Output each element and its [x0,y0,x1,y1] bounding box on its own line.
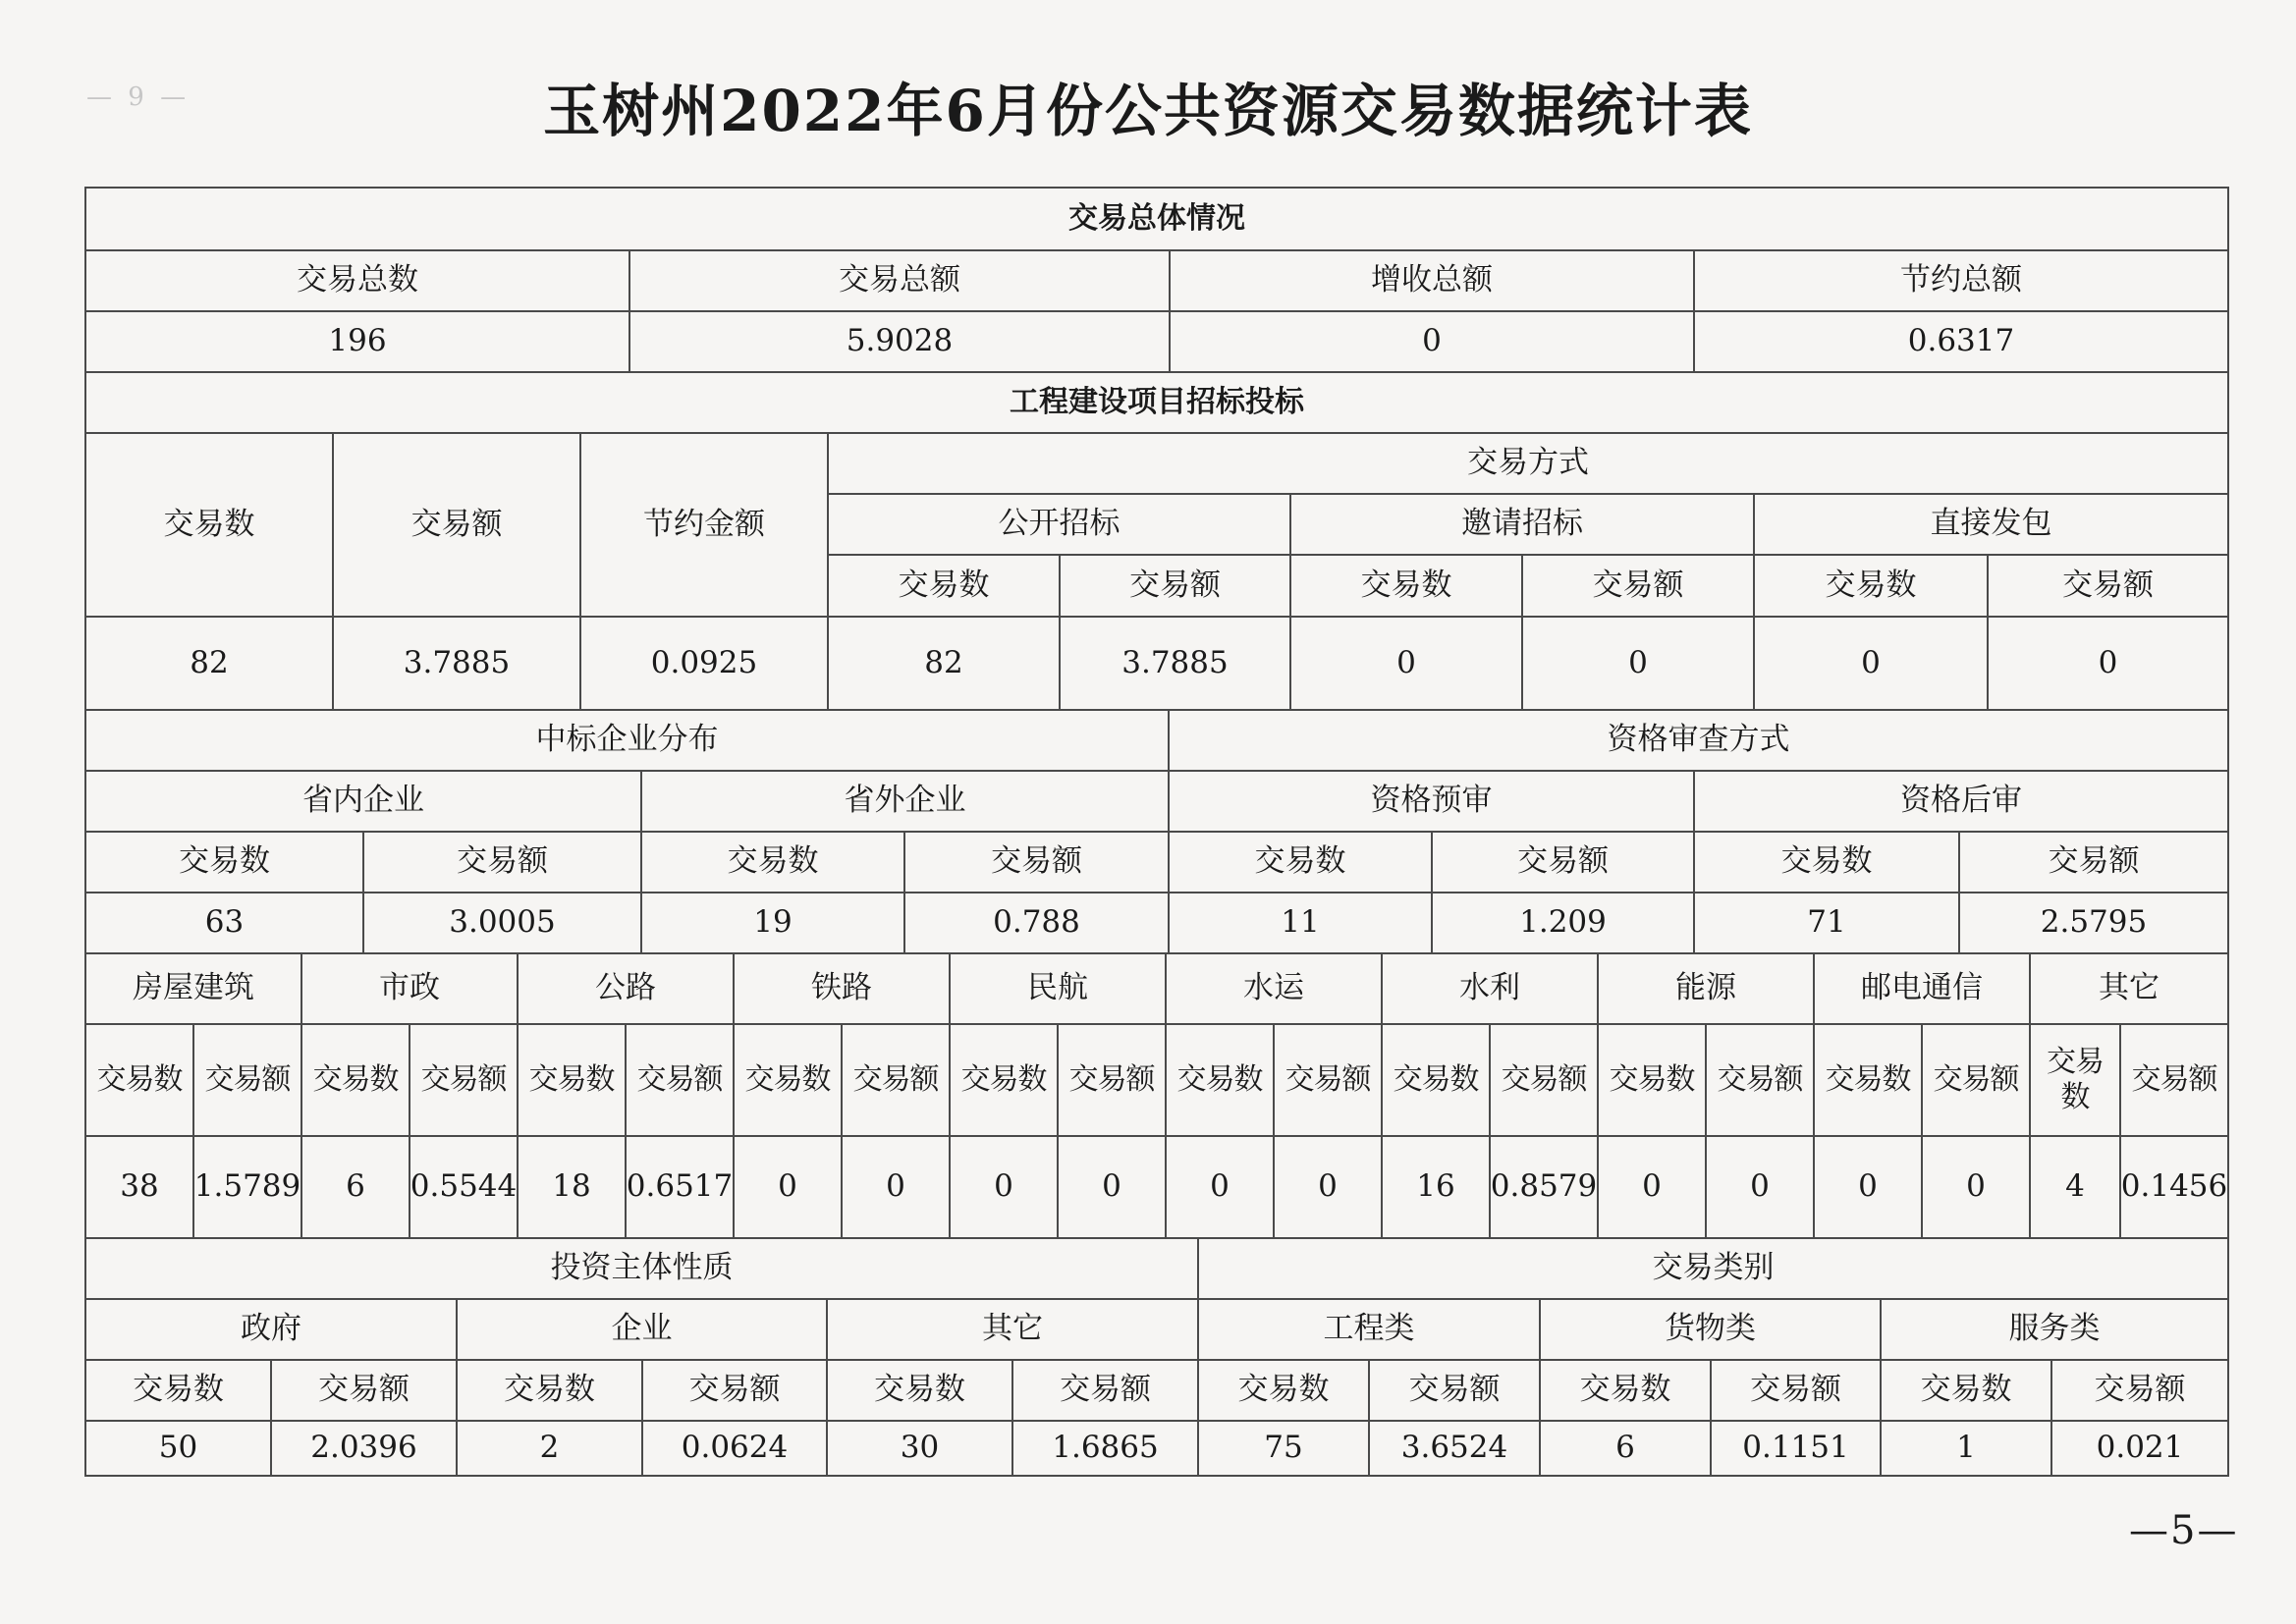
header-services-amount: 交易额 [2052,1361,2229,1422]
value-telecom-count: 0 [1815,1137,1923,1239]
value-open-count: 82 [829,618,1061,711]
statistics-table [84,187,2229,1477]
value-highway-amount: 0.6517 [627,1137,735,1239]
value-revenue-increase: 0 [1171,312,1695,373]
value-eng-cat-amount: 3.6524 [1370,1422,1541,1477]
header-total-saving: 节约总额 [1695,251,2229,312]
header-gov-amount: 交易额 [272,1361,458,1422]
value-waterway-amount: 0 [1275,1137,1383,1239]
header-energy-count: 交易数 [1599,1025,1707,1137]
header-open-tender: 公开招标 [829,495,1291,556]
value-railway-count: 0 [735,1137,843,1239]
header-post-qualification: 资格后审 [1695,772,2229,833]
header-housing-amount: 交易额 [194,1025,302,1137]
header-direct-amount: 交易额 [1989,556,2229,618]
industry-other: 其它 [2031,954,2229,1025]
value-out-count: 19 [642,893,905,954]
value-ent-count: 2 [458,1422,643,1477]
header-open-count: 交易数 [829,556,1061,618]
header-investor-government: 政府 [86,1300,458,1361]
header-qualification-method: 资格审查方式 [1170,711,2229,772]
section-overall: 交易总体情况 [86,189,2229,251]
header-municipal-count: 交易数 [302,1025,410,1137]
header-invited-tender: 邀请招标 [1291,495,1755,556]
value-in-count: 63 [86,893,364,954]
value-total-amount: 5.9028 [630,312,1171,373]
value-railway-amount: 0 [843,1137,951,1239]
value-out-amount: 0.788 [905,893,1170,954]
header-goods-amount: 交易额 [1712,1361,1882,1422]
header-gov-count: 交易数 [86,1361,272,1422]
header-other-count: 交易数 [2031,1025,2121,1137]
industry-waterway: 水运 [1167,954,1383,1025]
header-open-amount: 交易额 [1061,556,1291,618]
header-trade-category: 交易类别 [1199,1239,2229,1300]
industry-aviation: 民航 [951,954,1167,1025]
page-number: —5— [2129,1508,2239,1553]
header-investor-other: 其它 [828,1300,1199,1361]
value-gov-count: 50 [86,1422,272,1477]
header-eng-count: 交易数 [86,434,334,618]
header-out-amount: 交易额 [905,833,1170,893]
value-waterway-count: 0 [1167,1137,1275,1239]
header-eng-cat-count: 交易数 [1199,1361,1370,1422]
value-eng-amount: 3.7885 [334,618,581,711]
value-eng-cat-count: 75 [1199,1422,1370,1477]
value-inv-other-count: 30 [828,1422,1013,1477]
header-in-count: 交易数 [86,833,364,893]
value-in-amount: 3.0005 [364,893,642,954]
header-energy-amount: 交易额 [1707,1025,1815,1137]
header-other-amount: 交易额 [2121,1025,2229,1137]
header-highway-count: 交易数 [519,1025,627,1137]
header-in-amount: 交易额 [364,833,642,893]
value-highway-count: 18 [519,1137,627,1239]
value-services-count: 1 [1882,1422,2052,1477]
value-municipal-amount: 0.5544 [410,1137,519,1239]
header-investor-enterprise: 企业 [458,1300,828,1361]
industry-railway: 铁路 [735,954,951,1025]
value-other-count: 4 [2031,1137,2121,1239]
industry-water-conservancy: 水利 [1383,954,1599,1025]
page-title: 玉树州2022年6月份公共资源交易数据统计表 [543,78,1753,144]
value-invite-count: 0 [1291,618,1523,711]
header-services-count: 交易数 [1882,1361,2052,1422]
header-waterway-count: 交易数 [1167,1025,1275,1137]
value-municipal-count: 6 [302,1137,410,1239]
header-water-count: 交易数 [1383,1025,1491,1137]
header-water-amount: 交易额 [1491,1025,1599,1137]
header-goods-count: 交易数 [1541,1361,1712,1422]
header-out-province: 省外企业 [642,772,1170,833]
header-eng-amount: 交易额 [334,434,581,618]
header-railway-count: 交易数 [735,1025,843,1137]
header-municipal-amount: 交易额 [410,1025,519,1137]
value-gov-amount: 2.0396 [272,1422,458,1477]
industry-municipal: 市政 [302,954,519,1025]
header-total-amount: 交易总额 [630,251,1171,312]
header-railway-amount: 交易额 [843,1025,951,1137]
value-pre-amount: 1.209 [1433,893,1695,954]
header-housing-count: 交易数 [86,1025,194,1137]
header-in-province: 省内企业 [86,772,642,833]
value-direct-amount: 0 [1989,618,2229,711]
header-category-services: 服务类 [1882,1300,2229,1361]
value-ent-amount: 0.0624 [643,1422,828,1477]
value-total-saving: 0.6317 [1695,312,2229,373]
value-services-amount: 0.021 [2052,1422,2229,1477]
value-total-count: 196 [86,312,630,373]
header-eng-saving: 节约金额 [581,434,829,618]
header-aviation-count: 交易数 [951,1025,1059,1137]
value-aviation-amount: 0 [1059,1137,1167,1239]
header-ent-amount: 交易额 [643,1361,828,1422]
header-out-count: 交易数 [642,833,905,893]
page-mark: — 9 — [86,82,191,112]
value-direct-count: 0 [1755,618,1989,711]
header-investor-type: 投资主体性质 [86,1239,1199,1300]
header-total-count: 交易总数 [86,251,630,312]
industry-highway: 公路 [519,954,735,1025]
header-telecom-amount: 交易额 [1923,1025,2031,1137]
value-post-count: 71 [1695,893,1960,954]
value-eng-count: 82 [86,618,334,711]
industry-housing: 房屋建筑 [86,954,302,1025]
industry-telecom: 邮电通信 [1815,954,2031,1025]
header-direct-count: 交易数 [1755,556,1989,618]
header-post-count: 交易数 [1695,833,1960,893]
value-water-count: 16 [1383,1137,1491,1239]
value-energy-amount: 0 [1707,1137,1815,1239]
industry-energy: 能源 [1599,954,1815,1025]
value-other-amount: 0.1456 [2121,1137,2229,1239]
value-housing-count: 38 [86,1137,194,1239]
header-winner-distribution: 中标企业分布 [86,711,1170,772]
header-inv-other-amount: 交易额 [1013,1361,1199,1422]
header-waterway-amount: 交易额 [1275,1025,1383,1137]
header-pre-amount: 交易额 [1433,833,1695,893]
header-pre-count: 交易数 [1170,833,1433,893]
header-post-amount: 交易额 [1960,833,2229,893]
section-engineering: 工程建设项目招标投标 [86,373,2229,434]
value-eng-saving: 0.0925 [581,618,829,711]
value-inv-other-amount: 1.6865 [1013,1422,1199,1477]
header-trade-method: 交易方式 [829,434,2229,495]
header-aviation-amount: 交易额 [1059,1025,1167,1137]
header-pre-qualification: 资格预审 [1170,772,1695,833]
value-aviation-count: 0 [951,1137,1059,1239]
header-category-goods: 货物类 [1541,1300,1882,1361]
header-inv-other-count: 交易数 [828,1361,1013,1422]
value-open-amount: 3.7885 [1061,618,1291,711]
value-water-amount: 0.8579 [1491,1137,1599,1239]
value-housing-amount: 1.5789 [194,1137,302,1239]
value-energy-count: 0 [1599,1137,1707,1239]
header-invite-amount: 交易额 [1523,556,1755,618]
header-direct-award: 直接发包 [1755,495,2229,556]
header-eng-cat-amount: 交易额 [1370,1361,1541,1422]
value-pre-count: 11 [1170,893,1433,954]
value-telecom-amount: 0 [1923,1137,2031,1239]
value-invite-amount: 0 [1523,618,1755,711]
header-category-engineering: 工程类 [1199,1300,1541,1361]
value-goods-amount: 0.1151 [1712,1422,1882,1477]
header-telecom-count: 交易数 [1815,1025,1923,1137]
header-invite-count: 交易数 [1291,556,1523,618]
header-revenue-increase: 增收总额 [1171,251,1695,312]
value-goods-count: 6 [1541,1422,1712,1477]
value-post-amount: 2.5795 [1960,893,2229,954]
header-ent-count: 交易数 [458,1361,643,1422]
header-highway-amount: 交易额 [627,1025,735,1137]
